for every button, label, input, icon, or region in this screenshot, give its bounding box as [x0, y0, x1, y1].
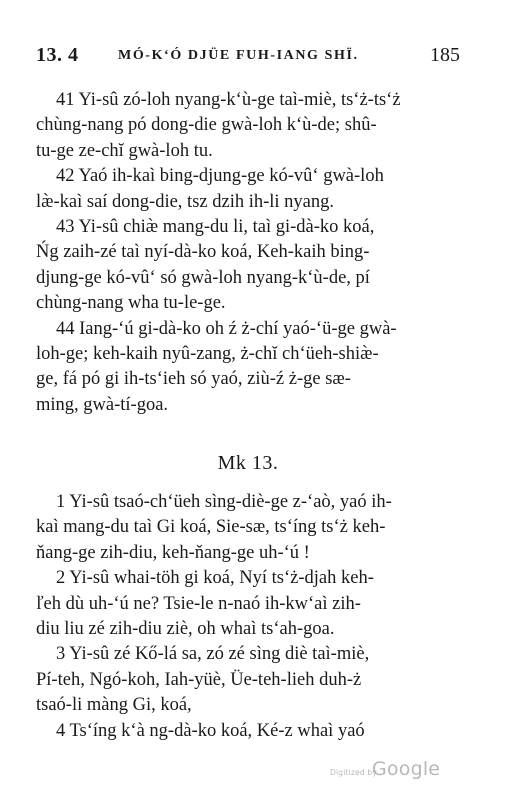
- verse-line: ming, gwà-tí-goa.: [36, 394, 169, 415]
- chapter-heading: Mk 13.: [217, 452, 279, 474]
- digitized-by-google-watermark: [330, 758, 450, 782]
- verse-line: 43 Yi-sû chiæ̀ mang-du li, taì gi-dà-ko koá,: [56, 217, 375, 238]
- verse-line: diu liu zé zih-diu ziè, oh whaì ts‘ah-goa.: [36, 619, 335, 640]
- verse-line: tsaó-li màng Gi, koá,: [36, 695, 192, 716]
- verse-line: loh-ge; keh-kaih nyû-zang, ż-chĭ ch‘üeh-shiæ̀-: [36, 344, 379, 365]
- verse-line: djung-ge kó-vû‘ só gwà-loh nyang-k‘ù-de, pí: [36, 267, 370, 288]
- verse-line: ňang-ge zih-diu, keh-ňang-ge uh-‘ú !: [36, 542, 310, 563]
- section-reference: 13. 4: [36, 44, 79, 66]
- verse-line: 42 Yaó ih-kaì bing-djung-ge kó-vû‘ gwà-loh: [56, 166, 384, 187]
- verse-line: chùng-nang wha tu-le-ge.: [36, 293, 226, 314]
- verse-line: kaì mang-du taì Gi koá, Sie-sæ, ts‘íng ts‘ż keh-: [36, 517, 386, 538]
- verse-line: 2 Yi-sû whai-töh gi koá, Nyí ts‘ż-djah keh-: [56, 568, 374, 589]
- verse-line: 41 Yi-sû zó-loh nyang-k‘ù-ge taì-miè, ts‘ż-ts‘ż: [56, 90, 401, 110]
- verse-line: chùng-nang pó dong-die gwà-loh k‘ù-de; shû-: [36, 115, 377, 136]
- verse-line: 44 Iang-‘ú gi-dà-ko oh ź ż-chí yaó-‘ü-ge gwà-: [56, 318, 397, 339]
- page-header: [36, 44, 460, 70]
- verse-line: læ̀-kaì saí dong-die, tsz dzih ih-li nyang.: [36, 191, 334, 212]
- running-title: MÓ-K‘Ó DJÜE FUH-IANG SHÏ.: [118, 48, 359, 63]
- page-number: 185: [430, 44, 460, 66]
- verse-line: Ńg zaih-zé taì nyí-dà-ko koá, Keh-kaih bing-: [36, 242, 370, 263]
- verse-4: [36, 719, 460, 744]
- verse-line: tu-ge ze-chĭ gwà-loh tu.: [36, 140, 213, 161]
- verse-line: 3 Yi-sû zé Kő-lá sa, zó zé sìng diè taì-miè,: [56, 644, 370, 665]
- google-logo: Google: [372, 758, 441, 780]
- verse-2: [36, 566, 460, 642]
- verse-line: ge, fá pó gi ih-ts‘ieh só yaó, ziù-ź ż-ge sæ-: [36, 369, 351, 390]
- verse-43: [36, 215, 460, 317]
- verse-3: [36, 642, 460, 718]
- verse-42: [36, 164, 460, 215]
- verse-line: 1 Yi-sû tsaó-ch‘üeh sìng-diè-ge z-‘aò, yaó ih-: [56, 492, 392, 512]
- verses-bottom: [36, 490, 460, 744]
- verse-44: [36, 317, 460, 419]
- verse-line: ľeh dù uh-‘ú ne? Tsie-le n-naó ih-kw‘aì zih-: [36, 593, 361, 614]
- verse-line: 4 Ts‘íng k‘à ng-dà-ko koá, Ké-z whaì yaó: [56, 720, 365, 741]
- verse-line: Pí-teh, Ngó-koh, Iah-yüè, Üe-teh-lieh duh-ż: [36, 669, 362, 690]
- verse-41: [36, 88, 460, 164]
- watermark-prefix: Digitized by: [330, 768, 378, 777]
- verse-1: [36, 490, 460, 566]
- verses-top: [36, 88, 460, 418]
